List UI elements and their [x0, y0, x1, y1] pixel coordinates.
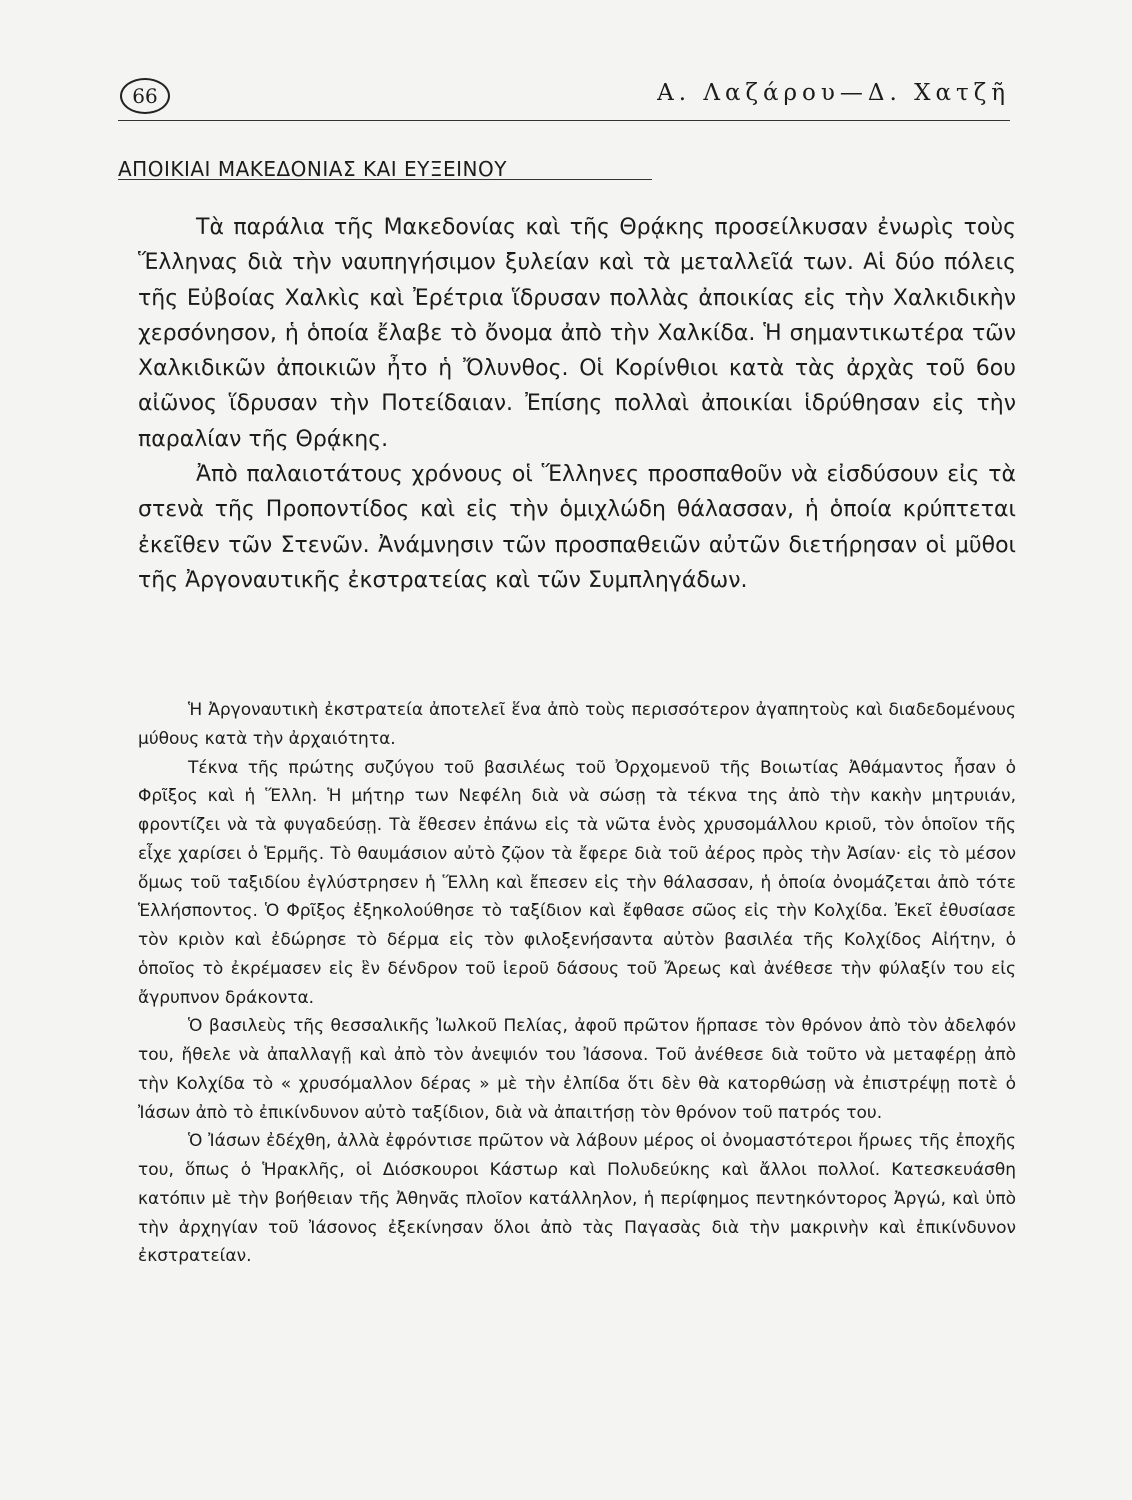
main-paragraph: Ἀπὸ παλαιοτάτους χρόνους οἱ Ἕλληνες προσπαθοῦν νὰ εἰσδύσουν εἰς τὰ στενὰ τῆς Προποντίδος καὶ εἰς τὴν ὁμιχλώδη θάλασσαν, ἡ ὁποία κρύπτεται ἐκεῖθεν τῶν Στενῶν. Ἀνάμνησιν τῶν προσπαθειῶν αὐτῶν διετήρησαν οἱ μῦθοι τῆς Ἀργοναυτικῆς ἐκστρατείας καὶ τῶν Συμπληγάδων. [138, 462, 1016, 593]
footnote-paragraph: Ὁ βασιλεὺς τῆς θεσσαλικῆς Ἰωλκοῦ Πελίας, ἀφοῦ πρῶτον ἥρπασε τὸν θρόνον ἀπὸ τὸν ἀδελφόν του, ἤθελε νὰ ἀπαλλαγῇ καὶ ἀπὸ τὸν ἀνεψιόν του Ἰάσονα. Τοῦ ἀνέθεσε διὰ τοῦτο νὰ μεταφέρῃ ἀπὸ τὴν Κολχίδα τὸ « χρυσόμαλλον δέρας » μὲ τὴν ἐλπίδα ὅτι δὲν θὰ κατορθώσῃ νὰ ἐπιστρέψῃ ποτὲ ὁ Ἰάσων ἀπὸ τὸ ἐπικίνδυνον αὐτὸ ταξίδιον, διὰ νὰ ἀπαιτήσῃ τὸν θρόνον τοῦ πατρός του. [138, 1016, 1016, 1123]
footnote-paragraph: Ὁ Ἰάσων ἐδέχθη, ἀλλὰ ἐφρόντισε πρῶτον νὰ λάβουν μέρος οἱ ὀνομαστότεροι ἥρωες τῆς ἐποχῆς του, ὅπως ὁ Ἡρακλῆς, οἱ Διόσκουροι Κάστωρ καὶ Πολυδεύκης καὶ ἄλλοι πολλοί. Κατεσκευάσθη κατόπιν μὲ τὴν βοήθειαν τῆς Ἀθηνᾶς πλοῖον κατάλληλον, ἡ περίφημος πεντηκόντορος Ἀργώ, καὶ ὑπὸ τὴν ἀρχηγίαν τοῦ Ἰάσονος ἐξεκίνησαν ὅλοι ἀπὸ τὰς Παγασὰς διὰ τὴν μακρινὴν καὶ ἐπικίνδυνον ἐκστρατείαν. [138, 1131, 1016, 1267]
page-header [118, 78, 1010, 118]
main-text [138, 210, 1016, 598]
footnote-paragraph: Ἡ Ἀργοναυτικὴ ἐκστρατεία ἀποτελεῖ ἕνα ἀπὸ τοὺς περισσότερον ἀγαπητοὺς καὶ διαδεδομένους μύθους κατὰ τὴν ἀρχαιότητα. [138, 700, 1016, 749]
header-rule [118, 120, 1010, 121]
section-title: ΑΠΟΙΚΙΑΙ ΜΑΚΕΔΟΝΙΑΣ ΚΑΙ ΕΥΞΕΙΝΟΥ [118, 157, 507, 181]
main-paragraph: Τὰ παράλια τῆς Μακεδονίας καὶ τῆς Θρᾴκης προσείλκυσαν ἐνωρὶς τοὺς Ἕλληνας διὰ τὴν ναυπηγήσιμον ξυλείαν καὶ τὰ μεταλλεῖά των. Αἱ δύο πόλεις τῆς Εὐβοίας Χαλκὶς καὶ Ἐρέτρια ἵδρυσαν πολλὰς ἀποικίας εἰς τὴν Χαλκιδικὴν χερσόνησον, ἡ ὁποία ἔλαβε τὸ ὄνομα ἀπὸ τὴν Χαλκίδα. Ἡ σημαντικωτέρα τῶν Χαλκιδικῶν ἀποικιῶν ἦτο ἡ Ὄλυνθος. Οἱ Κορίνθιοι κατὰ τὰς ἀρχὰς τοῦ 6ου αἰῶνος ἵδρυσαν τὴν Ποτείδαιαν. Ἐπίσης πολλαὶ ἀποικίαι ἱδρύθησαν εἰς τὴν παραλίαν τῆς Θρᾴκης. [138, 215, 1016, 452]
running-head: Α. Λαζάρου—Δ. Χατζῆ [657, 80, 1010, 106]
title-underline [118, 179, 652, 180]
footnote-paragraph: Τέκνα τῆς πρώτης συζύγου τοῦ βασιλέως τοῦ Ὀρχομενοῦ τῆς Βοιωτίας Ἀθάμαντος ἦσαν ὁ Φρῖξος καὶ ἡ Ἕλλη. Ἡ μήτηρ των Νεφέλη διὰ νὰ σώσῃ τὰ τέκνα της ἀπὸ τὴν κακὴν μητρυιάν, φροντίζει νὰ τὰ φυγαδεύσῃ. Τὰ ἔθεσεν ἐπάνω εἰς τὰ νῶτα ἑνὸς χρυσομάλλου κριοῦ, τὸν ὁποῖον τῆς εἶχε χαρίσει ὁ Ἑρμῆς. Τὸ θαυμάσιον αὐτὸ ζῷον τὰ ἔφερε διὰ τοῦ ἀέρος πρὸς τὴν Ἀσίαν· εἰς τὸ μέσον ὅμως τοῦ ταξιδίου ἐγλύστρησεν ἡ Ἕλλη καὶ ἔπεσεν εἰς τὴν θάλασσαν, ἡ ὁποία ὀνομάζεται ἀπὸ τότε Ἑλλήσποντος. Ὁ Φρῖξος ἐξηκολούθησε τὸ ταξίδιον καὶ ἔφθασε σῶος εἰς τὴν Κολχίδα. Ἐκεῖ ἐθυσίασε τὸν κριὸν καὶ ἐδώρησε τὸ δέρμα εἰς τὸν φιλοξενήσαντα αὐτὸν βασιλέα τῆς Κολχίδος Αἰήτην, ὁ ὁποῖος τὸ ἐκρέμασεν εἰς ἓν δένδρον τοῦ ἱεροῦ δάσους τοῦ Ἄρεως καὶ ἀνέθεσε τὴν φύλαξίν του εἰς ἄγρυπνον δράκοντα. [138, 757, 1016, 1008]
footnotes [138, 696, 1016, 1271]
page-number: 66 [120, 78, 170, 114]
